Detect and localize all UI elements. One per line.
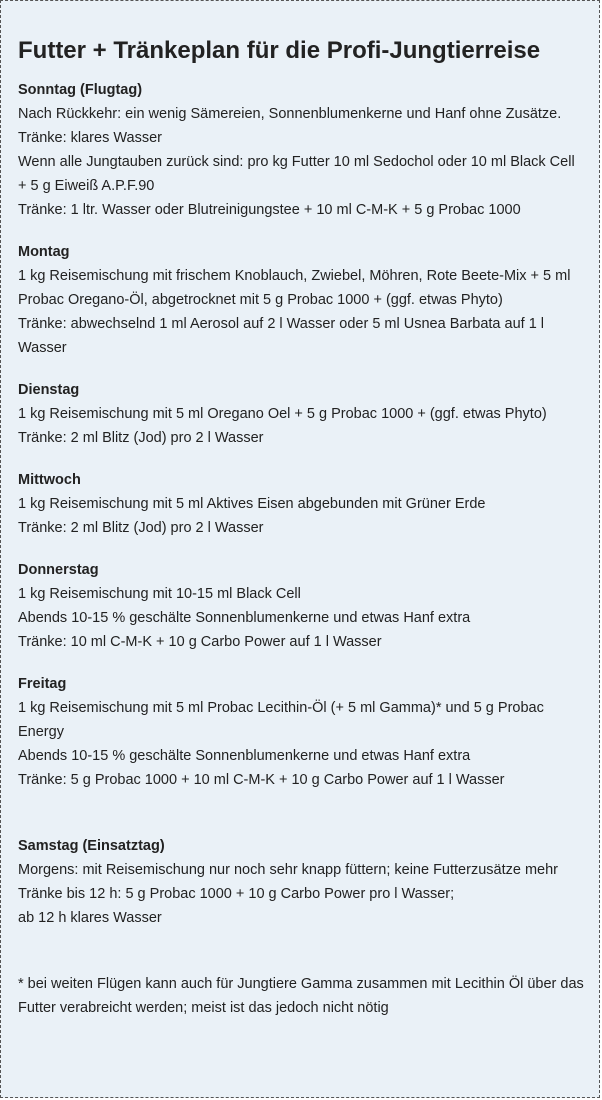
plan-content [18, 78, 590, 1020]
plan-line: ab 12 h klares Wasser [18, 910, 162, 926]
plan-line: 1 kg Reisemischung mit 5 ml Oregano Oel + 5 g Probac 1000 + (ggf. etwas Phyto) [18, 406, 547, 422]
day-tuesday [18, 378, 590, 450]
plan-line: 1 kg Reisemischung mit 5 ml Probac Lecithin-Öl (+ 5 ml Gamma)* und 5 g Probac Energy [18, 700, 544, 740]
plan-line: + 5 g Eiweiß A.P.F.90 [18, 178, 155, 194]
plan-line: Tränke: 2 ml Blitz (Jod) pro 2 l Wasser [18, 520, 264, 536]
day-monday [18, 240, 590, 360]
day-heading: Sonntag (Flugtag) [18, 82, 143, 98]
plan-line: Tränke: klares Wasser [18, 130, 162, 146]
plan-line: Abends 10-15 % geschälte Sonnenblumenkerne und etwas Hanf extra [18, 748, 471, 764]
day-sunday [18, 78, 590, 222]
day-heading: Samstag (Einsatztag) [18, 838, 165, 854]
plan-line: 1 kg Reisemischung mit 10-15 ml Black Cell [18, 586, 301, 602]
day-saturday [18, 834, 590, 930]
plan-line: Tränke: abwechselnd 1 ml Aerosol auf 2 l Wasser oder 5 ml Usnea Barbata auf 1 l Wasser [18, 316, 545, 356]
page-title: Futter + Tränkeplan für die Profi-Jungtierreise [18, 37, 541, 64]
plan-line: Nach Rückkehr: ein wenig Sämereien, Sonnenblumenkerne und Hanf ohne Zusätze. [18, 106, 562, 122]
plan-line: Tränke bis 12 h: 5 g Probac 1000 + 10 g Carbo Power pro l Wasser; [18, 886, 455, 902]
plan-line: Tränke: 2 ml Blitz (Jod) pro 2 l Wasser [18, 430, 264, 446]
plan-line: Wenn alle Jungtauben zurück sind: pro kg Futter 10 ml Sedochol oder 10 ml Black Cell [18, 154, 575, 170]
plan-line: Tränke: 1 ltr. Wasser oder Blutreinigungstee + 10 ml C-M-K + 5 g Probac 1000 [18, 202, 521, 218]
day-heading: Montag [18, 244, 70, 260]
day-friday [18, 672, 590, 792]
day-heading: Freitag [18, 676, 67, 692]
footnote: * bei weiten Flügen kann auch für Jungtiere Gamma zusammen mit Lecithin Öl über das Futter verabreicht werden; meist ist das jedoch nicht nötig [18, 976, 584, 1016]
plan-line: Tränke: 10 ml C-M-K + 10 g Carbo Power auf 1 l Wasser [18, 634, 382, 650]
plan-line: Abends 10-15 % geschälte Sonnenblumenkerne und etwas Hanf extra [18, 610, 471, 626]
plan-line: Tränke: 5 g Probac 1000 + 10 ml C-M-K + 10 g Carbo Power auf 1 l Wasser [18, 772, 505, 788]
plan-line: 1 kg Reisemischung mit frischem Knoblauch, Zwiebel, Möhren, Rote Beete-Mix + 5 ml Probac Oregano-Öl, abgetrocknet mit 5 g Probac 1000 + (ggf. etwas Phyto) [18, 268, 571, 308]
plan-line: 1 kg Reisemischung mit 5 ml Aktives Eisen abgebunden mit Grüner Erde [18, 496, 486, 512]
day-wednesday [18, 468, 590, 540]
plan-line: Morgens: mit Reisemischung nur noch sehr knapp füttern; keine Futterzusätze mehr [18, 862, 558, 878]
day-heading: Dienstag [18, 382, 80, 398]
day-heading: Donnerstag [18, 562, 99, 578]
day-thursday [18, 558, 590, 654]
day-heading: Mittwoch [18, 472, 81, 488]
